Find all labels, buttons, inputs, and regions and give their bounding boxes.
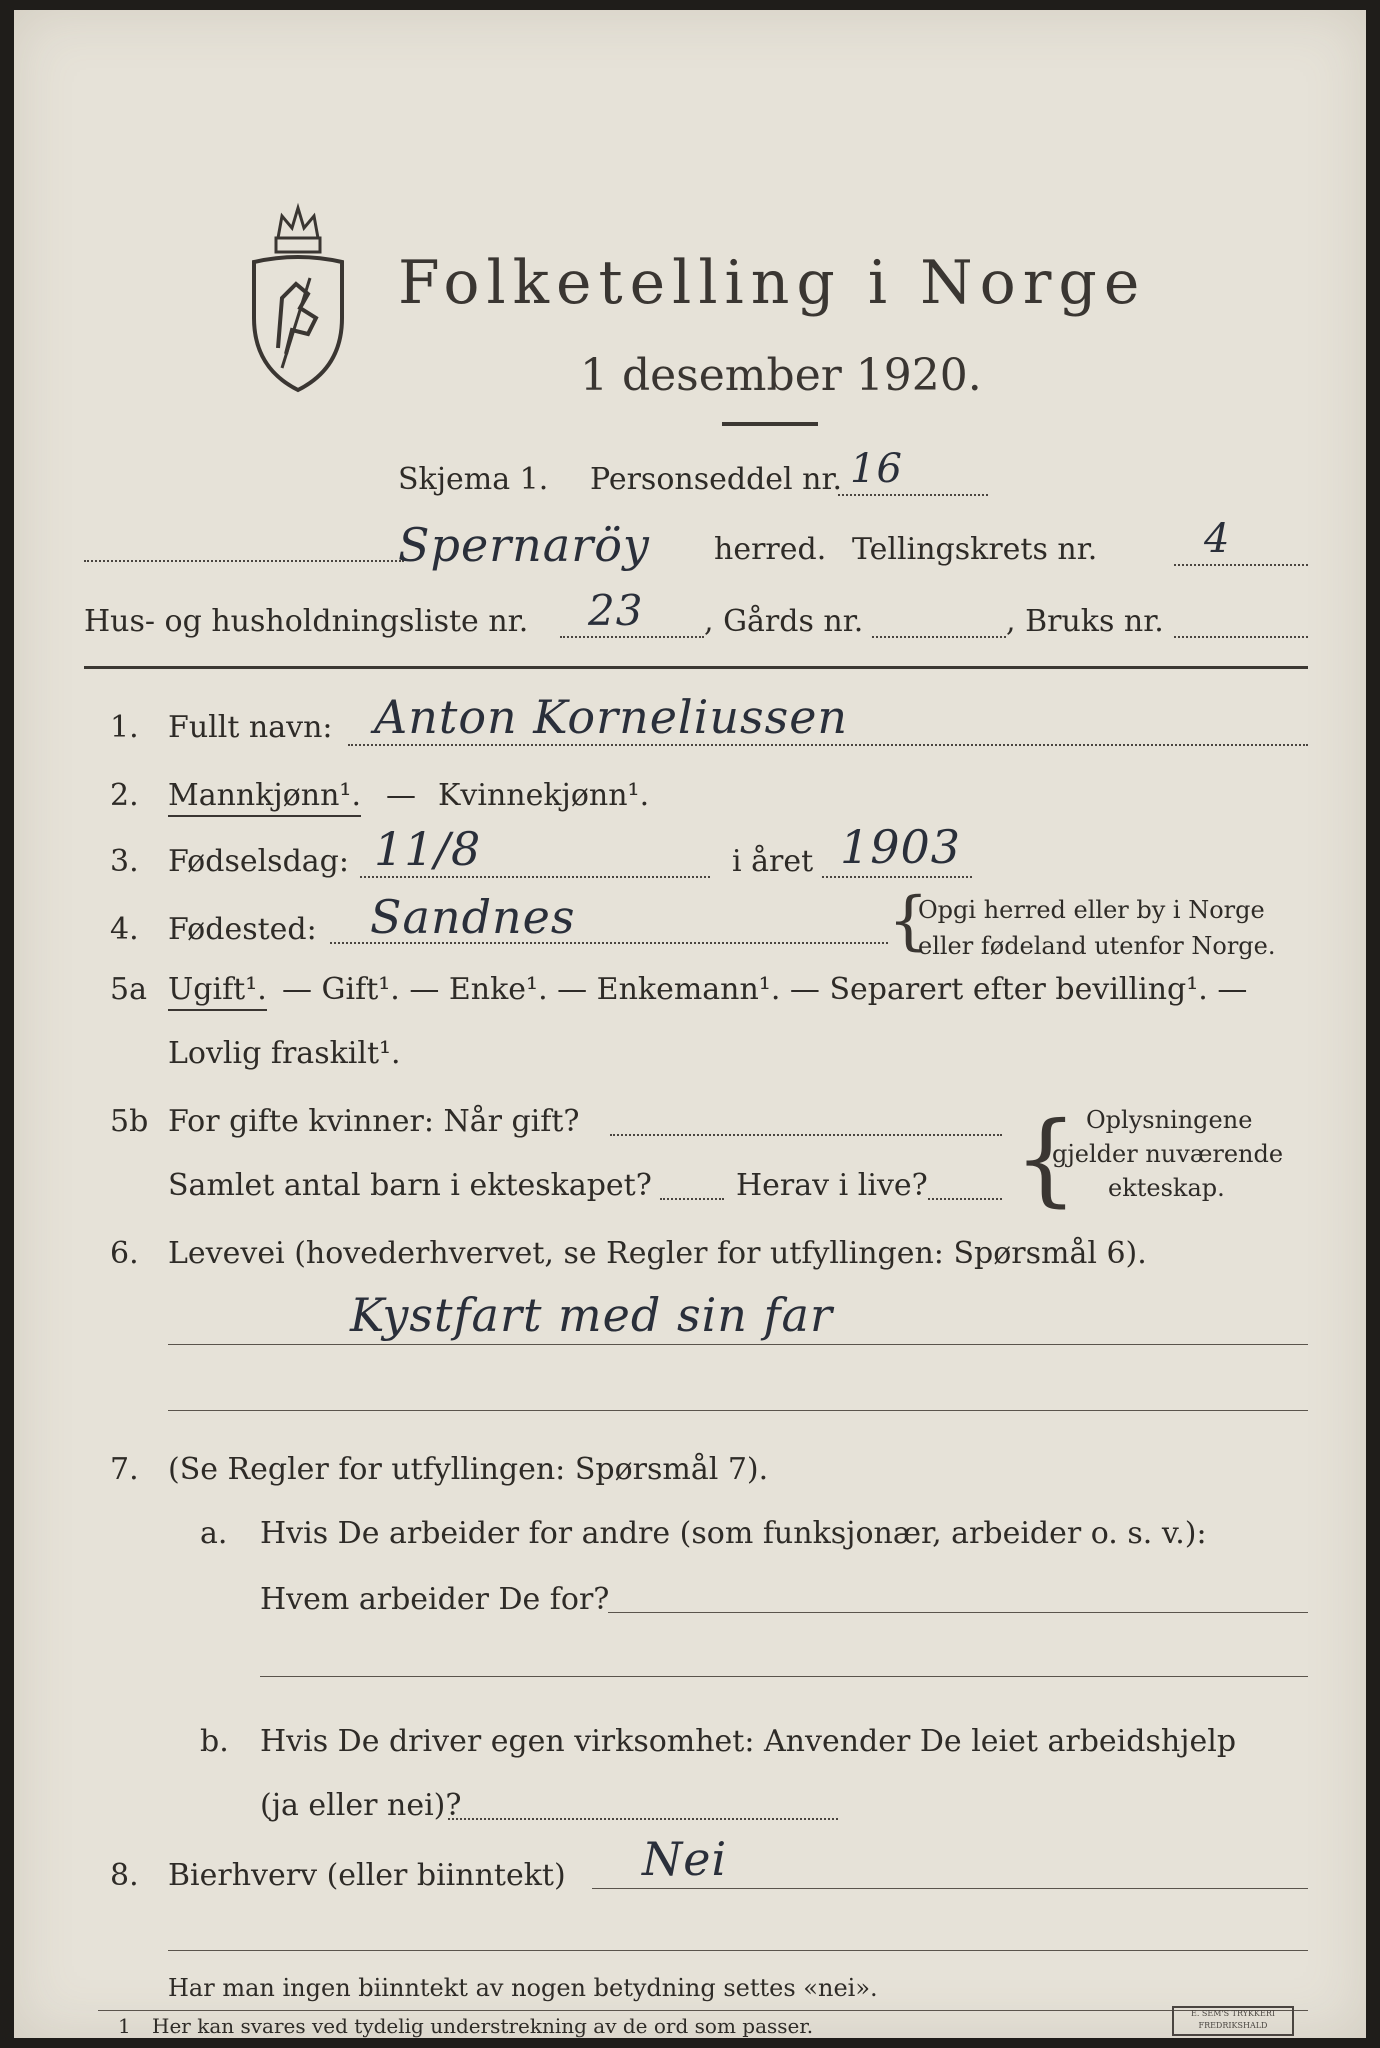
q4-answer: Sandnes (370, 890, 576, 944)
census-form-sheet (14, 10, 1366, 2038)
q1-label: Fullt navn: (168, 710, 333, 745)
q5b-alive-label: Herav i live? (736, 1168, 928, 1203)
q4-label: Fødested: (168, 912, 317, 947)
gards-label: , Gårds nr. (704, 604, 864, 639)
q3-day-line (360, 876, 710, 878)
q3-answer-year: 1903 (840, 820, 962, 874)
q5a-option-ugift: Ugift¹. (168, 972, 267, 1011)
q5b-married-line (610, 1134, 1002, 1136)
q5b-number: 5b (110, 1104, 149, 1139)
q4-note-line1: Opgi herred eller by i Norge (918, 896, 1265, 924)
q5b-children-line (660, 1198, 724, 1200)
printer-stamp (1172, 2006, 1294, 2036)
husholdning-line (560, 636, 704, 638)
q5b-line1: For gifte kvinner: Når gift? (168, 1104, 580, 1139)
form-title: Folketelling i Norge (398, 248, 1147, 318)
bruks-line (1174, 636, 1308, 638)
footer-note: Har man ingen biinntekt av nogen betydning settes «nei». (168, 1974, 878, 2002)
q7-number: 7. (110, 1452, 139, 1487)
q7a-answer-line (608, 1612, 1308, 1613)
q6-label: Levevei (hovederhvervet, se Regler for utfyllingen: Spørsmål 6). (168, 1236, 1147, 1271)
footnote-mark: 1 (118, 2014, 131, 2038)
q1-answer: Anton Korneliussen (374, 690, 849, 744)
q7a-extra-line (260, 1676, 1308, 1677)
q4-note-line2: eller fødeland utenfor Norge. (918, 932, 1276, 960)
skjema-label: Skjema 1. (398, 462, 549, 497)
q5b-alive-line (928, 1198, 1002, 1200)
q8-answer: Nei (642, 1832, 728, 1886)
footnote-divider (98, 2010, 1308, 2011)
q7a-line1: Hvis De arbeider for andre (som funksjonær, arbeider o. s. v.): (260, 1516, 1207, 1551)
q4-note-brace: { (888, 884, 929, 958)
q2-option-male: Mannkjønn¹. (168, 778, 361, 817)
printer-stamp-line1: E. SEM'S TRYKKERI (1190, 2009, 1276, 2018)
q6-answer: Kystfart med sin far (350, 1288, 833, 1342)
q6-extra-line (168, 1410, 1308, 1411)
q3-answer-day: 11/8 (374, 822, 482, 876)
bruks-label: , Bruks nr. (1006, 604, 1164, 639)
herred-lead-line (84, 560, 404, 562)
q2-separator: — (386, 778, 416, 813)
q5a-options: — Gift¹. — Enke¹. — Enkemann¹. — Separert efter bevilling¹. — (282, 972, 1248, 1007)
q3-year-label: i året (732, 844, 814, 879)
q8-extra-line (168, 1950, 1308, 1951)
footnote-text: Her kan svares ved tydelig understrekning av de ord som passer. (152, 2014, 814, 2038)
q6-answer-line (168, 1344, 1308, 1345)
q7b-answer-line (448, 1818, 838, 1820)
q4-line (330, 942, 888, 944)
q1-number: 1. (110, 710, 139, 745)
herred-label: herred. (714, 532, 827, 567)
q7a-line2: Hvem arbeider De for? (260, 1582, 610, 1617)
tellingskrets-value: 4 (1204, 516, 1231, 562)
herred-value: Spernaröy (398, 518, 650, 572)
q2-number: 2. (110, 778, 139, 813)
q5b-children-label: Samlet antal barn i ekteskapet? (168, 1168, 652, 1203)
husholdning-label: Hus- og husholdningsliste nr. (84, 604, 529, 639)
q1-line (348, 744, 1308, 746)
q6-number: 6. (110, 1236, 139, 1271)
q3-label: Fødselsdag: (168, 844, 349, 879)
tellingskrets-line (1174, 564, 1308, 566)
tellingskrets-label: Tellingskrets nr. (852, 532, 1098, 567)
q5b-note-line3: ekteskap. (1108, 1174, 1225, 1202)
q5b-note-line2: gjelder nuværende (1052, 1140, 1284, 1168)
q5b-note-line1: Oplysningene (1086, 1106, 1253, 1134)
q5a-line2: Lovlig fraskilt¹. (168, 1036, 401, 1071)
census-date: 1 desember 1920. (580, 350, 982, 401)
title-divider (722, 422, 818, 426)
q5a-number: 5a (110, 972, 147, 1007)
q7a-letter: a. (200, 1516, 228, 1551)
q7b-letter: b. (200, 1724, 229, 1759)
gards-line (872, 636, 1006, 638)
q8-label: Bierhverv (eller biinntekt) (168, 1858, 566, 1893)
q8-number: 8. (110, 1858, 139, 1893)
q7-label: (Se Regler for utfyllingen: Spørsmål 7). (168, 1452, 769, 1487)
q7b-line2: (ja eller nei)? (260, 1788, 462, 1823)
header-divider (84, 666, 1308, 669)
q8-answer-line (592, 1888, 1308, 1889)
printer-stamp-line2: FREDRIKSHALD (1198, 2021, 1268, 2030)
personseddel-value: 16 (850, 446, 903, 492)
personseddel-label: Personseddel nr. (590, 462, 843, 497)
husholdning-value: 23 (588, 586, 644, 635)
q3-number: 3. (110, 844, 139, 879)
q2-option-female: Kvinnekjønn¹. (438, 778, 650, 813)
q5b-note-brace: { (1014, 1100, 1078, 1217)
q4-number: 4. (110, 912, 139, 947)
q7b-line1: Hvis De driver egen virksomhet: Anvender De leiet arbeidshjelp (260, 1724, 1237, 1759)
personseddel-line (838, 494, 988, 496)
coat-of-arms-icon (242, 198, 354, 398)
q3-year-line (822, 876, 972, 878)
